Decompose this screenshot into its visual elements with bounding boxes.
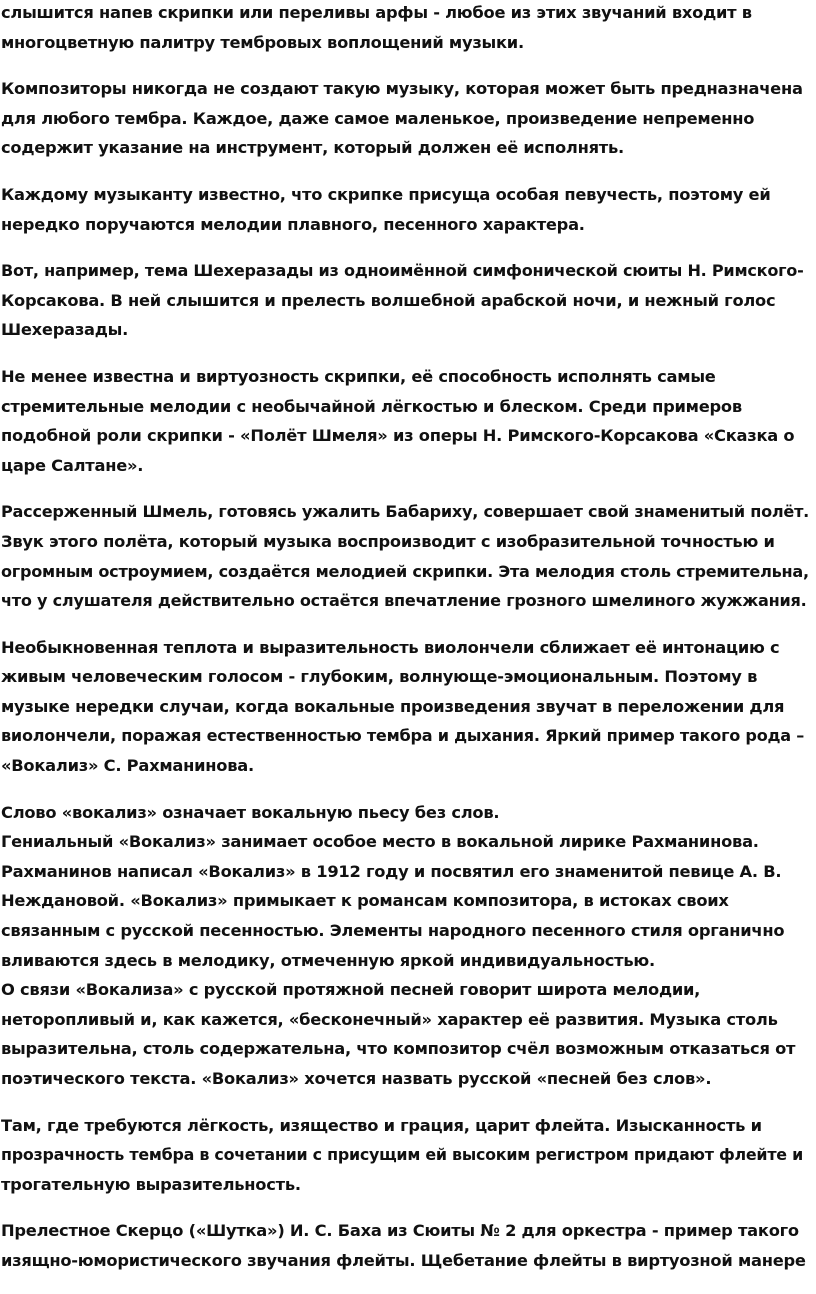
text-paragraph (1, 497, 813, 615)
text-line: слышится напев скрипки или переливы арфы - любое из этих звучаний входит в (1, 3, 752, 22)
text-line: Корсакова. В ней слышится и прелесть волшебной арабской ночи, и нежный голос (1, 290, 776, 310)
text-line: многоцветную палитру тембровых воплощений музыки. (1, 32, 524, 52)
text-line: Композиторы никогда не создают такую музыку, которая может быть предназначена (1, 79, 803, 99)
text-line: стремительные мелодии с необычайной лёгкостью и блеском. Среди примеров (1, 396, 742, 416)
text-line: Не менее известна и виртуозность скрипки, её способность исполнять самые (1, 366, 716, 386)
text-line: Вот, например, тема Шехеразады из одноимённой симфонической сюиты Н. Римского- (1, 261, 804, 281)
text-paragraph (1, 1216, 813, 1275)
text-line: связанным с русской песенностью. Элементы народного песенного стиля органично (1, 921, 785, 941)
text-line: царе Салтане». (1, 455, 144, 475)
text-line: Там, где требуются лёгкость, изящество и грация, царит флейта. Изысканность и (1, 1115, 762, 1135)
text-paragraph (1, 798, 813, 1094)
text-line: Необыкновенная теплота и выразительность виолончели сближает её интонацию с (1, 637, 780, 657)
text-line: для любого тембра. Каждое, даже самое маленькое, произведение непременно (1, 108, 755, 128)
text-line: Шехеразады. (1, 320, 129, 340)
text-line: Прелестное Скерцо («Шутка») И. С. Баха из Сюиты № 2 для оркестра - пример такого (1, 1221, 799, 1241)
text-line: Каждому музыканту известно, что скрипке присуща особая певучесть, поэтому ей (1, 184, 771, 204)
text-line: Рассерженный Шмель, готовясь ужалить Бабариху, совершает свой знаменитый полёт. (1, 502, 810, 522)
text-line: Рахманинов написал «Вокализ» в 1912 году и посвятил его знаменитой певице А. В. (1, 861, 782, 881)
text-line: вливаются здесь в мелодику, отмеченную яркой индивидуальностью. (1, 950, 655, 970)
text-line: «Вокализ» С. Рахманинова. (1, 756, 254, 776)
text-paragraph (1, 362, 813, 480)
text-line: Гениальный «Вокализ» занимает особое место в вокальной лирике Рахманинова. (1, 832, 759, 852)
text-paragraph (1, 256, 813, 345)
text-line: содержит указание на инструмент, который должен её исполнять. (1, 138, 624, 158)
text-line: трогательную выразительность. (1, 1174, 301, 1194)
text-line: Неждановой. «Вокализ» примыкает к романсам композитора, в истоках своих (1, 891, 729, 911)
text-line: неторопливый и, как кажется, «бесконечный» характер её развития. Музыка столь (1, 1009, 778, 1029)
text-line: что у слушателя действительно остаётся впечатление грозного шмелиного жужжания. (1, 591, 807, 611)
text-paragraph (1, 0, 813, 57)
text-line: живым человеческим голосом - глубоким, волнующе-эмоциональным. Поэтому в (1, 667, 758, 687)
text-line: О связи «Вокализа» с русской протяжной песней говорит широта мелодии, (1, 980, 701, 1000)
text-line: Слово «вокализ» означает вокальную пьесу без слов. (1, 802, 500, 822)
text-line: музыке нередки случаи, когда вокальные произведения звучат в переложении для (1, 696, 785, 716)
text-line: изящно-юмористического звучания флейты. Щебетание флейты в виртуозной манере (1, 1250, 806, 1270)
text-paragraph (1, 633, 813, 781)
text-line: подобной роли скрипки - «Полёт Шмеля» из оперы Н. Римского-Корсакова «Сказка о (1, 426, 795, 446)
text-paragraph (1, 180, 813, 239)
text-line: виолончели, поражая естественностью тембра и дыхания. Яркий пример такого рода – (1, 726, 805, 746)
text-paragraph (1, 1111, 813, 1200)
text-line: поэтического текста. «Вокализ» хочется назвать русской «песней без слов». (1, 1069, 712, 1088)
text-paragraph (1, 74, 813, 163)
text-line: выразительна, столь содержательна, что композитор счёл возможным отказаться от (1, 1039, 796, 1059)
text-line: нередко поручаются мелодии плавного, песенного характера. (1, 214, 585, 234)
text-line: прозрачность тембра в сочетании с присущим ей высоким регистром придают флейте и (1, 1145, 803, 1165)
text-line: огромным остроумием, создаётся мелодией скрипки. Эта мелодия столь стремительна, (1, 561, 809, 581)
text-line: Звук этого полёта, который музыка воспроизводит с изобразительной точностью и (1, 531, 775, 551)
